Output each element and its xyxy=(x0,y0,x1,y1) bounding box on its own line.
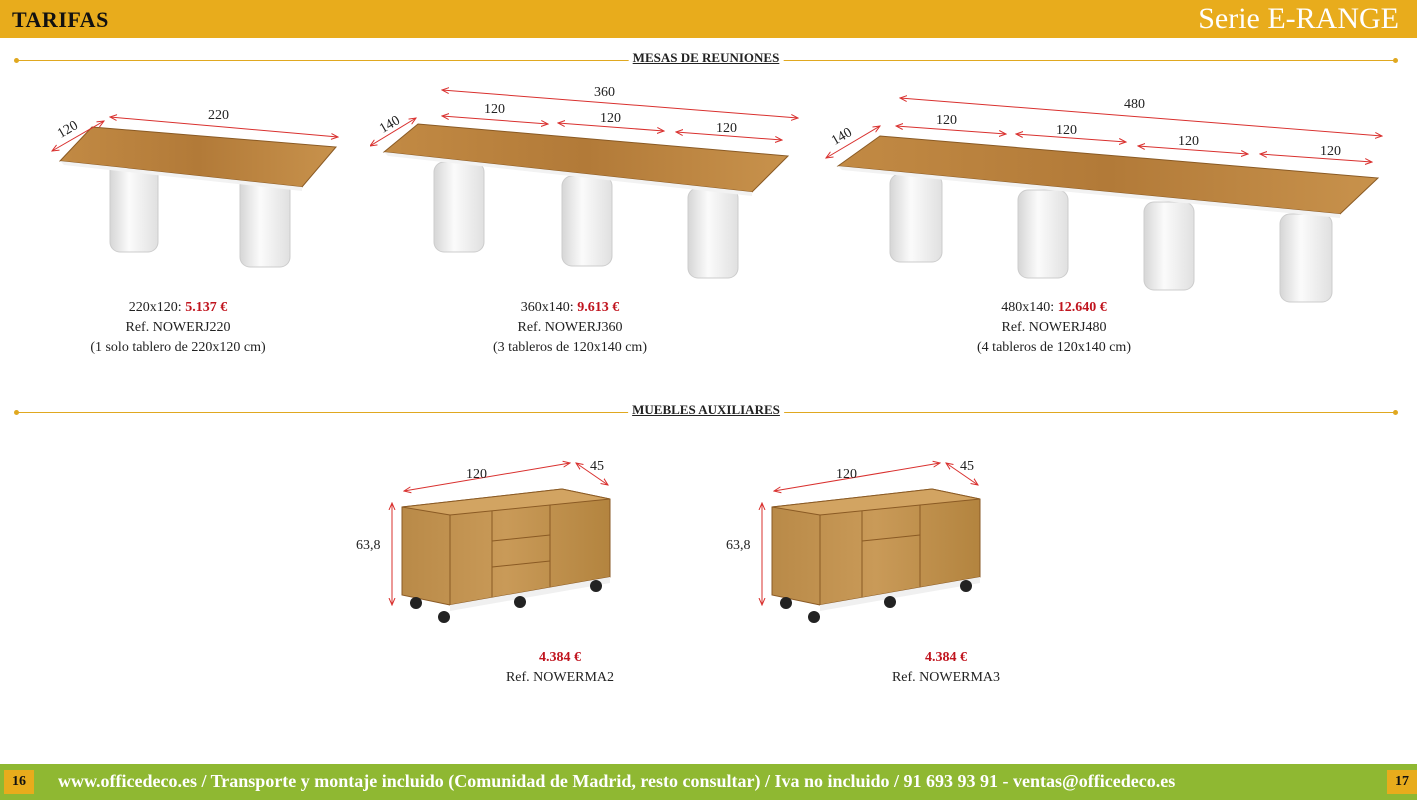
cabinet-nowerma2-price: 4.384 € xyxy=(539,650,581,665)
table-360-seg2-label: 120 xyxy=(600,111,621,126)
table-220-note: (1 solo tablero de 220x120 cm) xyxy=(90,340,266,355)
table-220-caption xyxy=(70,298,286,358)
table-360-dims: 360x140: xyxy=(520,300,578,315)
section-title-mesas: MESAS DE REUNIONES xyxy=(629,50,784,66)
page-title: TARIFAS xyxy=(12,7,109,32)
cabinet-nowerma3-caption xyxy=(866,648,1026,688)
page-number-left: 16 xyxy=(4,770,34,794)
cabinet-nowerma3-height-label: 63,8 xyxy=(726,538,751,553)
cabinet-nowerma2-ref: Ref. NOWERMA2 xyxy=(505,670,615,685)
table-480-note: (4 tableros de 120x140 cm) xyxy=(977,340,1131,355)
table-360-note: (3 tableros de 120x140 cm) xyxy=(493,340,647,355)
table-480-price: 12.640 € xyxy=(1057,300,1107,315)
table-480-seg1-label: 120 xyxy=(936,113,957,128)
table-480-width-label: 140 xyxy=(829,125,855,149)
table-480-image xyxy=(822,90,1394,306)
section-mesas-divider xyxy=(16,50,1396,70)
table-220-dims: 220x120: xyxy=(128,300,186,315)
cabinet-nowerma2-caption xyxy=(480,648,640,688)
header-bar xyxy=(0,0,1417,38)
section-muebles-divider xyxy=(16,402,1396,422)
table-360-seg3-label: 120 xyxy=(716,121,737,136)
section-title-muebles: MUEBLES AUXILIARES xyxy=(628,402,784,418)
table-220-ref: Ref. NOWERJ220 xyxy=(125,320,231,335)
table-360-seg1-label: 120 xyxy=(484,102,505,117)
series-name: Serie E-RANGE xyxy=(1198,2,1399,35)
table-360-width-label: 140 xyxy=(377,113,403,137)
table-220-width-label: 120 xyxy=(55,118,81,142)
cabinet-nowerma2-height-label: 63,8 xyxy=(356,538,381,553)
table-480-length-label: 480 xyxy=(1124,97,1145,112)
table-360-price: 9.613 € xyxy=(577,300,620,315)
table-480-caption xyxy=(944,298,1164,358)
table-360-image xyxy=(370,80,810,280)
table-480-ref: Ref. NOWERJ480 xyxy=(1001,320,1107,335)
page-number-right: 17 xyxy=(1387,770,1417,794)
table-480-dims: 480x140: xyxy=(1001,300,1058,315)
table-480-seg4-label: 120 xyxy=(1320,144,1341,159)
cabinet-nowerma3-image xyxy=(722,455,992,630)
cabinet-nowerma2-width-label: 120 xyxy=(466,467,487,482)
table-220-price: 5.137 € xyxy=(185,300,228,315)
cabinet-nowerma3-price: 4.384 € xyxy=(925,650,967,665)
table-360-ref: Ref. NOWERJ360 xyxy=(517,320,623,335)
table-360-caption xyxy=(460,298,680,358)
cabinet-nowerma2-depth-label: 45 xyxy=(590,459,604,474)
table-480-seg3-label: 120 xyxy=(1178,134,1199,149)
table-360-length-label: 360 xyxy=(594,85,615,100)
cabinet-nowerma3-depth-label: 45 xyxy=(960,459,974,474)
cabinet-nowerma3-width-label: 120 xyxy=(836,467,857,482)
footer-contact-text: www.officedeco.es / Transporte y montaje incluido (Comunidad de Madrid, resto consultar) / Iva no incluido / 91 693 93 91 - ventas@officedeco.es xyxy=(58,771,1176,791)
cabinet-nowerma3-ref: Ref. NOWERMA3 xyxy=(891,670,1001,685)
table-220-length-label: 220 xyxy=(208,108,229,123)
table-220-image xyxy=(40,95,350,275)
table-480-seg2-label: 120 xyxy=(1056,123,1077,138)
footer-bar xyxy=(0,764,1417,800)
cabinet-nowerma2-image xyxy=(352,455,622,630)
